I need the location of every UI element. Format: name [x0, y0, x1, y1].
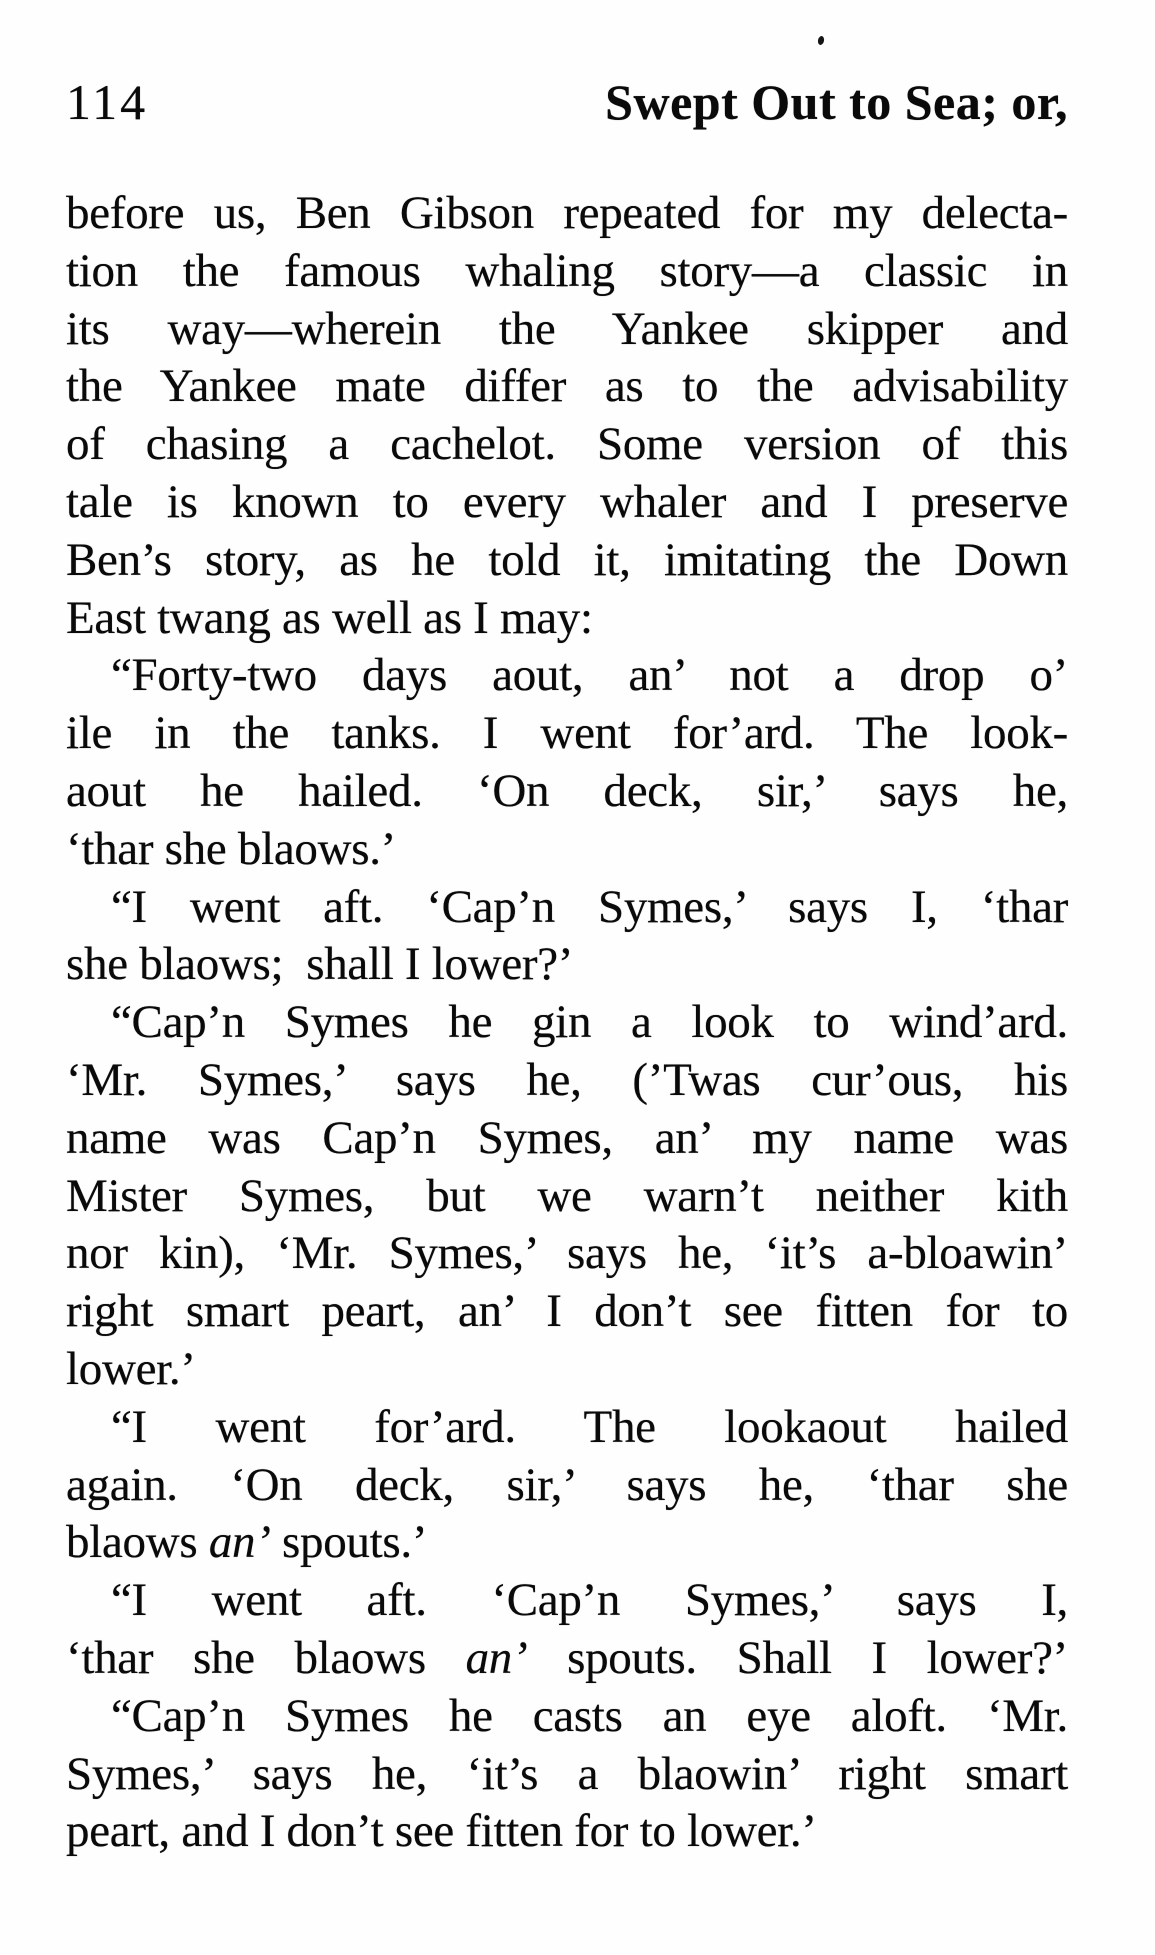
text-segment: lower.’ [66, 1342, 196, 1395]
text-line [66, 705, 1068, 763]
text-segment: “I went aft. ‘Cap’n Symes,’ says I, ‘thar [111, 880, 1068, 933]
text-line [66, 185, 1068, 243]
text-segment: Symes,’ says he, ‘it’s a blaowin’ right smart [66, 1747, 1068, 1800]
text-line [66, 1457, 1068, 1515]
text-line [66, 1399, 1068, 1457]
text-segment: “I went aft. ‘Cap’n Symes,’ says I, [111, 1574, 1068, 1627]
text-segment: again. ‘On deck, sir,’ says he, ‘thar she [66, 1458, 1068, 1511]
text-segment: spouts. Shall I lower?’ [527, 1631, 1068, 1684]
text-line [66, 821, 1068, 879]
text-line [66, 1572, 1068, 1630]
text-line [66, 1514, 1068, 1572]
text-segment: “Forty-two days aout, an’ not a drop o’ [111, 649, 1068, 702]
text-segment: right smart peart, an’ I don’t see fitten for to [66, 1285, 1068, 1338]
text-line [66, 1803, 1068, 1861]
text-line [66, 879, 1068, 937]
text-segment: name was Cap’n Symes, an’ my name was [66, 1111, 1068, 1164]
text-segment: the Yankee mate differ as to the advisability [66, 360, 1068, 413]
text-segment: tion the famous whaling story—a classic in [66, 244, 1068, 297]
text-segment: tale is known to every whaler and I preserve [66, 475, 1068, 528]
text-line [66, 763, 1068, 821]
italic-text-segment: an’ [208, 1516, 271, 1569]
text-line [66, 243, 1068, 301]
text-segment: aout he hailed. ‘On deck, sir,’ says he, [66, 764, 1068, 817]
text-line [66, 532, 1068, 590]
text-segment: peart, and I don’t see fitten for to lower.’ [66, 1805, 817, 1858]
text-line [66, 1110, 1068, 1168]
text-segment: Ben’s story, as he told it, imitating the Down [66, 533, 1068, 586]
text-segment: ‘Mr. Symes,’ says he, (’Twas cur’ous, his [66, 1053, 1068, 1106]
text-segment: nor kin), ‘Mr. Symes,’ says he, ‘it’s a-bloawin’ [66, 1227, 1068, 1280]
text-line [66, 994, 1068, 1052]
text-line [66, 416, 1068, 474]
page-header [66, 74, 1068, 130]
text-line [66, 358, 1068, 416]
running-title: Swept Out to Sea; or, [605, 74, 1068, 130]
text-segment: blaows [66, 1516, 209, 1569]
text-segment: ile in the tanks. I went for’ard. The look- [66, 707, 1068, 760]
text-segment: “Cap’n Symes he gin a look to wind’ard. [111, 996, 1068, 1049]
body-text [66, 185, 1068, 1861]
text-line [66, 1688, 1068, 1746]
text-line [66, 590, 1068, 648]
italic-text-segment: an’ [465, 1631, 528, 1684]
text-line [66, 1746, 1068, 1804]
text-segment: its way—wherein the Yankee skipper and [66, 302, 1068, 355]
text-segment: ‘thar she blaows [66, 1631, 466, 1684]
text-line [66, 301, 1068, 359]
text-segment: of chasing a cachelot. Some version of this [66, 418, 1068, 471]
text-line [66, 1225, 1068, 1283]
text-line [66, 1283, 1068, 1341]
scan-speck-artifact [817, 35, 825, 45]
text-line [66, 1168, 1068, 1226]
text-line [66, 647, 1068, 705]
page-number: 114 [66, 74, 149, 130]
text-segment: “Cap’n Symes he casts an eye aloft. ‘Mr. [111, 1689, 1068, 1742]
text-line [66, 936, 1068, 994]
text-segment: ‘thar she blaows.’ [66, 822, 397, 875]
text-segment: spouts.’ [270, 1516, 428, 1569]
text-line [66, 1341, 1068, 1399]
text-line [66, 1052, 1068, 1110]
text-line [66, 1630, 1068, 1688]
text-segment: before us, Ben Gibson repeated for my delecta- [66, 187, 1068, 239]
text-segment: Mister Symes, but we warn’t neither kith [66, 1169, 1068, 1222]
text-segment: she blaows; shall I lower?’ [66, 938, 574, 991]
text-line [66, 474, 1068, 532]
text-segment: East twang as well as I may: [66, 591, 593, 644]
text-segment: “I went for’ard. The lookaout hailed [111, 1400, 1068, 1453]
